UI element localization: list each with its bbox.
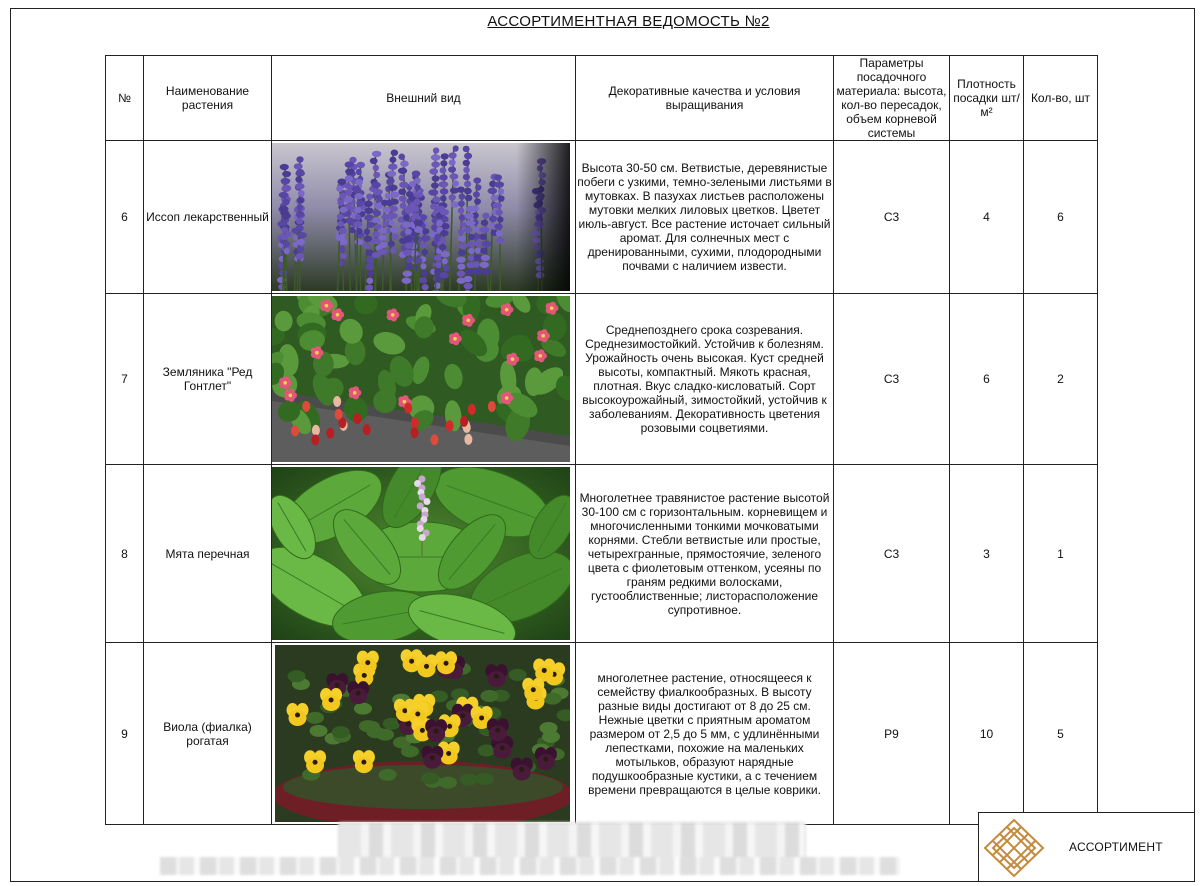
row-photo-cell [272,294,576,465]
table-row [106,141,1098,294]
viola-photo [275,645,575,822]
row-name: Иссоп лекарственный [144,141,272,294]
header-num: № [106,56,144,141]
row-description: Среднепозднего срока созревания. Среднезимостойкий. Устойчив к болезням. Урожайность очень высокая. Куст средней высоты, компактный. Мякоть красная, плотная. Вкус сладко-кисловатый. Сорт высокоурожайный, зимостойкий, устойчив к заболеваниям. Декоративность цветения розовыми соцветиями. [576,294,834,465]
row-params: Р9 [834,643,950,825]
table-row [106,643,1098,825]
row-photo-cell [272,141,576,294]
row-qty: 5 [1024,643,1098,825]
row-photo-cell [272,643,576,825]
row-name: Земляника "Ред Гонтлет" [144,294,272,465]
row-qty: 1 [1024,465,1098,643]
row-num: 8 [106,465,144,643]
row-name: Мята перечная [144,465,272,643]
row-num: 9 [106,643,144,825]
row-name: Виола (фиалка) рогатая [144,643,272,825]
row-num: 7 [106,294,144,465]
row-qty: 2 [1024,294,1098,465]
assortment-table [105,55,1098,825]
row-density: 6 [950,294,1024,465]
document-title: АССОРТИМЕНТНАЯ ВЕДОМОСТЬ №2 [487,13,770,30]
table-row [106,465,1098,643]
row-description: многолетнее растение, относящееся к семейству фиалкообразных. В высоту разные виды достигают от 8 до 25 см. Нежные цветки с приятным ароматом размером от 2,5 до 5 мм, с удлинёнными лепестками, похожие на маленьких мотыльков, образуют нарядные подушкообразные кустики, а с течением времени превращаются в целые коврики. [576,643,834,825]
row-params: С3 [834,294,950,465]
row-density: 3 [950,465,1024,643]
header-name: Наименование растения [144,56,272,141]
title-stamp [978,812,1195,882]
row-density: 4 [950,141,1024,294]
header-qty: Кол-во, шт [1024,56,1098,141]
blurred-footer-line [160,857,900,875]
row-params: С3 [834,141,950,294]
row-params: С3 [834,465,950,643]
strawberry-photo [272,296,575,462]
row-num: 6 [106,141,144,294]
row-description: Многолетнее травянистое растение высотой 30-100 см с горизонтальным. корневищем и многочисленными тонкими мочковатыми корнями. Стебли ветвистые или простые, четырехгранные, прямостоячие, зеленого цвета с фиолетовым оттенком, усеяны по граням редкими волосками, густооблиственные; листорасположение супротивное. [576,465,834,643]
row-photo-cell [272,465,576,643]
header-description: Декоративные качества и условия выращивания [576,56,834,141]
mint-photo [272,467,575,640]
header-density: Плотность посадки шт/м² [950,56,1024,141]
header-appearance: Внешний вид [272,56,576,141]
row-description: Высота 30-50 см. Ветвистые, деревянистые побеги с узкими, темно-зелеными листьями в мутовках. В пазухах листьев расположены мутовки мелких лиловых цветков. Цветет июль-август. Все растение источает сильный аромат. Для солнечных мест с дренированными, сухими, плодородными почвами с наличием извести. [576,141,834,294]
table-header-row [106,56,1098,141]
hyssop-photo [272,143,575,291]
row-qty: 6 [1024,141,1098,294]
stamp-label: АССОРТИМЕНТ [1069,840,1163,854]
table-row [106,294,1098,465]
row-density: 10 [950,643,1024,825]
diamond-lattice-logo-icon [983,818,1045,878]
header-params: Параметры посадочного материала: высота, кол-во пересадок, объем корневой системы [834,56,950,141]
